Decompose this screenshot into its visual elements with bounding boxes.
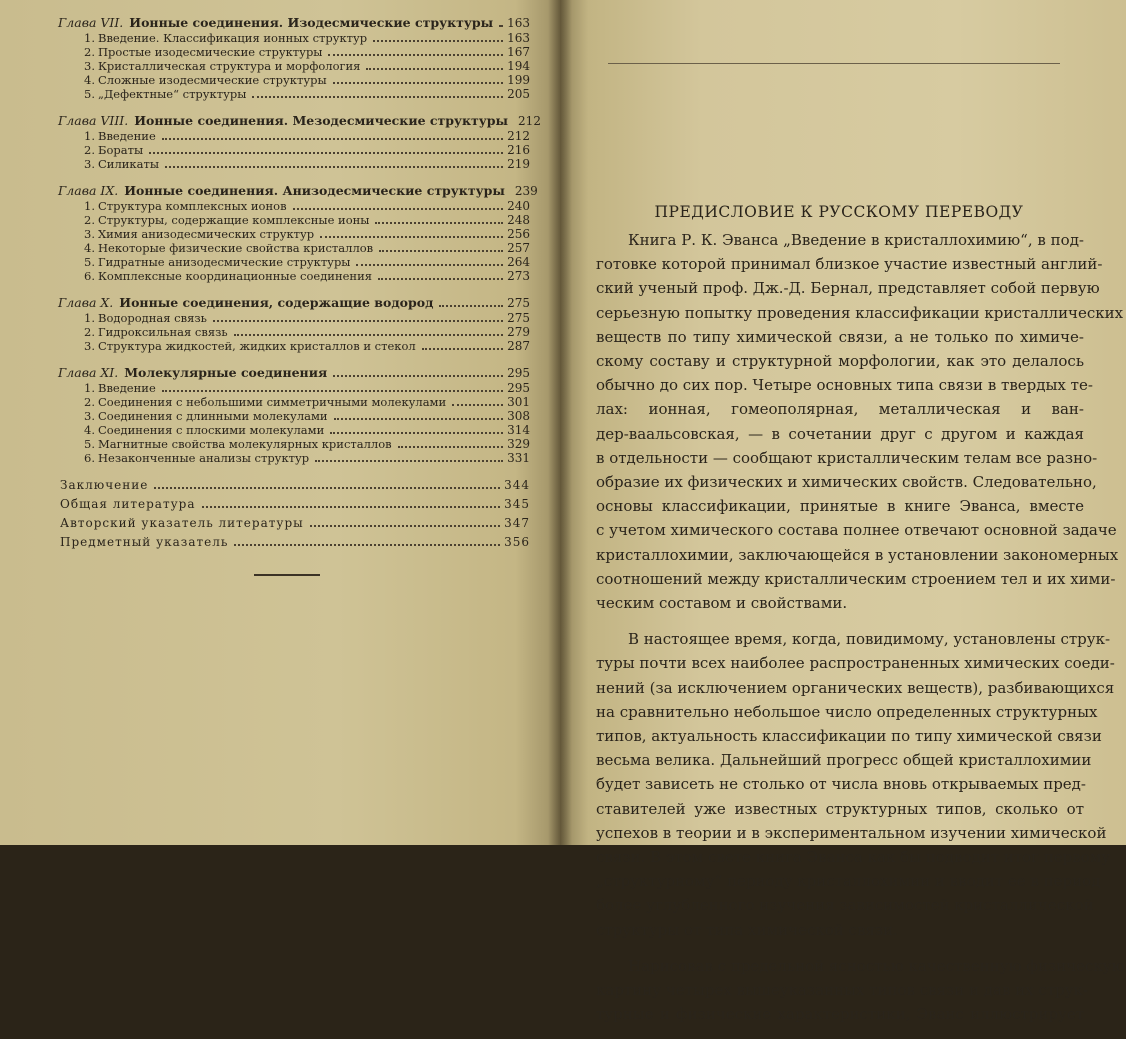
item-number: 5. — [84, 437, 95, 451]
item-number: 1. — [84, 129, 95, 143]
toc-item — [84, 228, 530, 242]
page-number: 256 — [507, 227, 530, 241]
page-number: 295 — [507, 381, 530, 395]
toc-item — [84, 46, 530, 60]
item-number: 2. — [84, 213, 95, 227]
toc-chapter-group — [58, 294, 530, 354]
page-number: 275 — [507, 296, 530, 310]
page-number: 212 — [518, 114, 541, 128]
item-number: 3. — [84, 157, 95, 171]
item-number: 5. — [84, 87, 95, 101]
text-line: основы классификации, принятые в книге Эванса, вместе — [596, 497, 1084, 516]
item-number: 1. — [84, 311, 95, 325]
item-title: Соединения с длинными молекулами — [98, 409, 328, 423]
item-number: 1. — [84, 199, 95, 213]
text-line: готовке которой принимал близкое участие известный англий- — [596, 255, 1103, 274]
page-number: 163 — [507, 16, 530, 30]
dot-leader — [252, 96, 503, 98]
item-title: Введение — [98, 381, 156, 395]
dot-leader — [375, 222, 503, 224]
page-number: 167 — [507, 45, 530, 59]
item-number: 3. — [84, 59, 95, 73]
toc-chapter — [58, 14, 530, 32]
dot-leader — [293, 208, 504, 210]
page-number: 273 — [507, 269, 530, 283]
closing-rule — [254, 574, 320, 576]
text-line: соотношений между кристаллическим строением тел и их хими- — [596, 569, 1116, 588]
chapter-title: Ионные соединения. Мезодесмические структуры — [134, 113, 509, 128]
toc-item — [84, 270, 530, 284]
preface-title: ПРЕДИСЛОВИЕ К РУССКОМУ ПЕРЕВОДУ — [654, 203, 1024, 221]
item-number: 2. — [84, 395, 95, 409]
toc-chapter-group — [58, 364, 530, 466]
text-line: ставителей уже известных структурных типов, сколько от — [596, 799, 1084, 818]
text-line: кристаллохимии, заключающейся в установлении закономерных — [596, 545, 1119, 564]
text-line: туры почти всех наиболее распространенных химических соеди- — [596, 654, 1115, 673]
item-number: 2. — [84, 45, 95, 59]
toc-item — [84, 32, 530, 46]
page-number: 356 — [504, 535, 530, 549]
left-page — [0, 0, 560, 845]
page-number: 205 — [507, 87, 530, 101]
text-line: лах: ионная, гомеополярная, металлическая и ван- — [596, 400, 1084, 419]
dot-leader — [234, 544, 500, 546]
page-number: 308 — [507, 409, 530, 423]
toc-final-entry — [60, 495, 530, 514]
text-line: В настоящее время, когда, повидимому, установлены струк- — [628, 630, 1111, 649]
preface-paragraph — [596, 954, 1125, 1027]
text-line: с учетом химического состава полнее отвечают основной задаче — [596, 521, 1117, 540]
chapter-label: Глава VII. — [58, 15, 124, 30]
final-title: Авторский указатель литературы — [60, 516, 304, 530]
item-number: 4. — [84, 241, 95, 255]
toc-item — [84, 256, 530, 270]
item-title: Комплексные координационные соединения — [98, 269, 373, 283]
page-number: 314 — [507, 423, 530, 437]
toc-chapter — [58, 294, 530, 312]
text-line: дер-ваальсовская, — в сочетании друг с другом и каждая — [596, 424, 1084, 443]
text-line: весьма велика. Дальнейший прогресс общей кристаллохимии — [596, 751, 1092, 770]
toc-chapter-group — [58, 112, 541, 172]
dot-leader — [202, 506, 501, 508]
page-number: 347 — [504, 516, 530, 530]
item-title: Силикаты — [98, 157, 159, 171]
page-number: 264 — [507, 255, 530, 269]
toc-item — [84, 340, 530, 354]
dot-leader — [378, 278, 503, 280]
text-line: серьезную попытку проведения классификации кристаллических — [596, 303, 1124, 322]
dot-leader — [328, 54, 503, 56]
item-title: Структура жидкостей, жидких кристаллов и стекол — [98, 339, 416, 353]
final-title: Предметный указатель — [60, 535, 229, 549]
item-number: 3. — [84, 409, 95, 423]
page-number: 163 — [507, 31, 530, 45]
text-line: на сравнительно небольшое число определенных структурных — [596, 702, 1098, 721]
dot-leader — [162, 390, 503, 392]
page-number: 301 — [507, 395, 530, 409]
text-line: веществ по типу химической связи, а не только по химиче- — [596, 327, 1084, 346]
toc-item — [84, 326, 530, 340]
toc-item — [84, 74, 530, 88]
text-line: ский ученый проф. Дж.-Д. Бернал, представляет собой первую — [596, 279, 1100, 298]
toc-item — [84, 410, 530, 424]
item-title: Гидратные анизодесмические структуры — [98, 255, 351, 269]
dot-leader — [213, 320, 503, 322]
item-title: Водородная связь — [98, 311, 207, 325]
dot-leader — [154, 487, 500, 489]
item-number: 6. — [84, 451, 95, 465]
page-number: 199 — [507, 73, 530, 87]
item-number: 4. — [84, 423, 95, 437]
dot-leader — [149, 152, 503, 154]
text-line: обычно до сих пор. Четыре основных типа связи в твердых те- — [596, 376, 1093, 395]
item-title: Соединения с небольшими симметричными молекулами — [98, 395, 447, 409]
page-number: 257 — [507, 241, 530, 255]
dot-leader — [373, 40, 503, 42]
item-number: 3. — [84, 227, 95, 241]
toc-chapter — [58, 182, 538, 200]
page-number: 279 — [507, 325, 530, 339]
text-line: образие их физических и химических свойств. Следовательно, — [596, 473, 1097, 492]
chapter-label: Глава XI. — [58, 365, 119, 380]
page-number: 194 — [507, 59, 530, 73]
item-number: 1. — [84, 31, 95, 45]
chapter-title: Молекулярные соединения — [124, 365, 328, 380]
toc-item — [84, 200, 530, 214]
text-line: „структурному“ периоду кристаллохимии и вводит ее в период — [596, 872, 1101, 891]
dot-leader — [333, 82, 503, 84]
page-number: 248 — [507, 213, 530, 227]
chapter-label: Глава X. — [58, 295, 114, 310]
text-line: структуры от типа химической связи. — [596, 920, 898, 939]
item-number: 1. — [84, 381, 95, 395]
dot-leader — [162, 138, 503, 140]
toc-item — [84, 438, 530, 452]
preface-paragraph — [596, 627, 1115, 942]
item-title: Гидроксильная связь — [98, 325, 228, 339]
page-number: 295 — [507, 366, 530, 380]
toc-chapter-group — [58, 14, 530, 102]
text-line: скому составу и структурной морфологии, как это делалось — [596, 352, 1084, 371]
dot-leader — [356, 264, 503, 266]
final-title: Общая литература — [60, 497, 196, 511]
text-line: будет зависеть не столько от числа вновь открываемых пред- — [596, 775, 1086, 794]
page-number: 275 — [507, 311, 530, 325]
page-number: 216 — [507, 143, 530, 157]
page-number: 287 — [507, 339, 530, 353]
toc-item — [84, 130, 530, 144]
text-line: более углубленного изучения зависимостей кристаллической — [596, 896, 1094, 915]
chapter-label: Глава VIII. — [58, 113, 129, 128]
item-title: Структура комплексных ионов — [98, 199, 287, 213]
dot-leader — [379, 250, 503, 252]
table-of-contents — [58, 14, 541, 552]
page-number: 329 — [507, 437, 530, 451]
chapter-title: Ионные соединения, содержащие водород — [119, 295, 434, 310]
toc-final-entry — [60, 533, 530, 552]
item-title: Сложные изодесмические структуры — [98, 73, 327, 87]
toc-item — [84, 242, 530, 256]
item-title: Простые изодесмические структуры — [98, 45, 323, 59]
text-line: успехов в теории и в экспериментальном изучении химической — [596, 823, 1107, 842]
item-title: Магнитные свойства молекулярных кристаллов — [98, 437, 392, 451]
dot-leader — [499, 25, 503, 27]
dot-leader — [366, 68, 503, 70]
item-title: Кристаллическая структура и морфология — [98, 59, 361, 73]
text-line: картину четырех вышеуказанных типов связи и дав их струк- — [596, 981, 1088, 1000]
toc-item — [84, 382, 530, 396]
chapter-label: Глава IX. — [58, 183, 119, 198]
dot-leader — [310, 525, 500, 527]
page-number: 219 — [507, 157, 530, 171]
page-number: 345 — [504, 497, 530, 511]
toc-final-entry — [60, 476, 530, 495]
dot-leader — [234, 334, 503, 336]
dot-leader — [330, 432, 503, 434]
dot-leader — [333, 375, 503, 377]
item-number: 4. — [84, 73, 95, 87]
toc-item — [84, 88, 530, 102]
item-title: „Дефектные“ структуры — [98, 87, 247, 101]
item-number: 2. — [84, 325, 95, 339]
text-line: связи. В этом свете книга Эванса как бы подводит итог первому — [596, 848, 1111, 867]
dot-leader — [315, 460, 503, 462]
toc-chapter — [58, 364, 530, 382]
toc-chapter — [58, 112, 541, 130]
item-title: Некоторые физические свойства кристаллов — [98, 241, 374, 255]
preface-body — [596, 228, 1125, 1039]
text-line: Книга Р. К. Эванса „Введение в кристаллохимию“, в под- — [628, 231, 1084, 249]
item-title: Соединения с плоскими молекулами — [98, 423, 325, 437]
toc-item — [84, 60, 530, 74]
page-number: 344 — [504, 478, 530, 492]
page-number: 331 — [507, 451, 530, 465]
dot-leader — [422, 348, 503, 350]
toc-item — [84, 158, 530, 172]
header-rule — [608, 63, 1060, 64]
text-line: нений (за исключением органических веществ), разбивающихся — [596, 678, 1115, 697]
item-number: 2. — [84, 143, 95, 157]
text-line: турные и физические характеристики, Эванс иллюстрирует — [596, 1005, 1084, 1024]
item-title: Химия анизодесмических структур — [98, 227, 315, 241]
preface-paragraph — [596, 228, 1124, 615]
toc-final-entry — [60, 514, 530, 533]
text-line: ческим составом и свойствами. — [596, 594, 848, 613]
dot-leader — [398, 446, 503, 448]
page-number: 240 — [507, 199, 530, 213]
item-title: Введение. Классификация ионных структур — [98, 31, 368, 45]
item-number: 3. — [84, 339, 95, 353]
toc-item — [84, 312, 530, 326]
chapter-title: Ионные соединения. Изодесмические структуры — [129, 15, 494, 30]
page-number: 212 — [507, 129, 530, 143]
dot-leader — [334, 418, 504, 420]
text-line: Нарисовав с предельной ясностью качественную физическую — [628, 956, 1125, 975]
item-title: Незаконченные анализы структур — [98, 451, 310, 465]
toc-chapter-group — [58, 182, 538, 284]
item-title: Структуры, содержащие комплексные ионы — [98, 213, 370, 227]
toc-item — [84, 214, 530, 228]
final-title: Заключение — [60, 478, 149, 492]
text-line: в отдельности — сообщают кристаллическим телам все разно- — [596, 448, 1098, 467]
toc-item — [84, 424, 530, 438]
toc-item — [84, 396, 530, 410]
dot-leader — [452, 404, 503, 406]
toc-item — [84, 144, 530, 158]
page-number: 239 — [514, 184, 538, 198]
item-title: Бораты — [98, 143, 144, 157]
dot-leader — [165, 166, 503, 168]
book-gutter — [548, 0, 572, 845]
text-line: типов, актуальность классификации по типу химической связи — [596, 727, 1102, 746]
dot-leader — [320, 236, 503, 238]
toc-item — [84, 452, 530, 466]
chapter-title: Ионные соединения. Анизодесмические структуры — [124, 183, 505, 198]
item-number: 5. — [84, 255, 95, 269]
dot-leader — [439, 305, 503, 307]
item-title: Введение — [98, 129, 156, 143]
item-number: 6. — [84, 269, 95, 283]
